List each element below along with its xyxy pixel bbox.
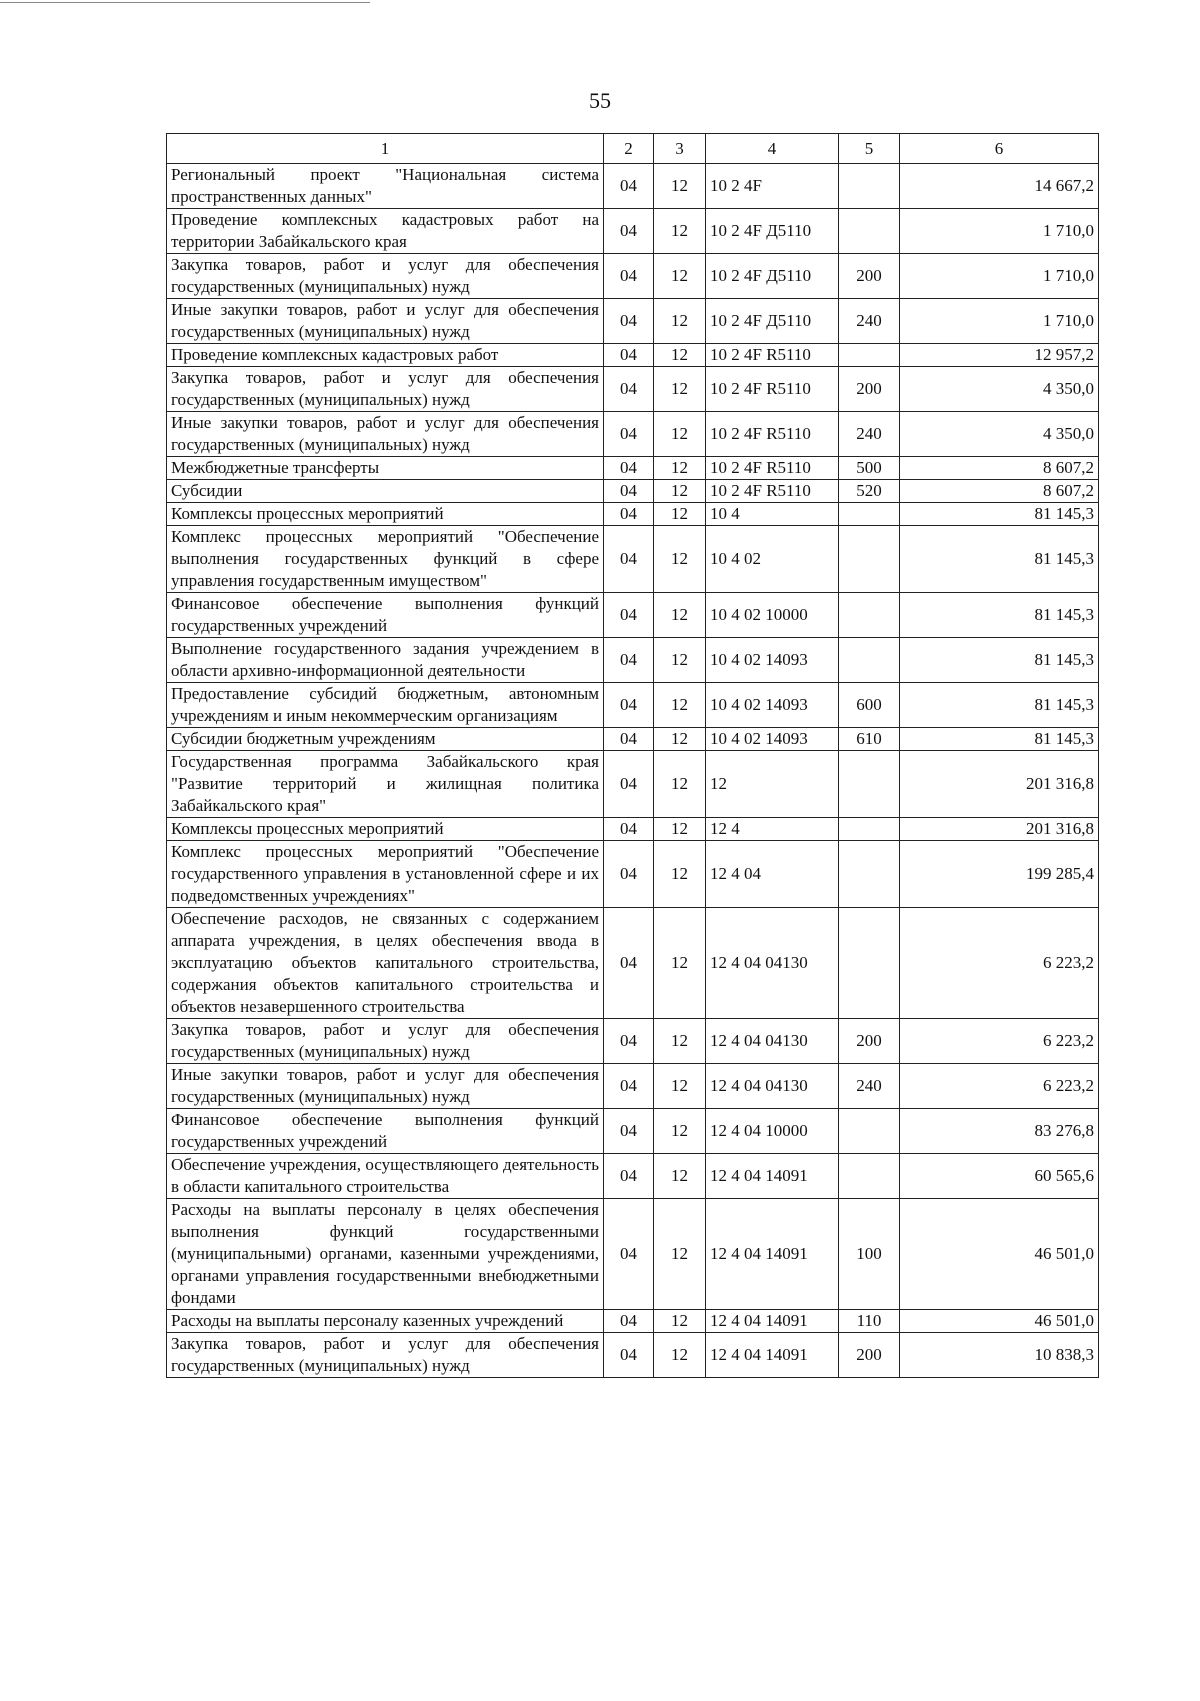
row-name: Финансовое обеспечение выполнения функций государственных учреждений	[167, 593, 604, 638]
table-row	[167, 503, 1099, 526]
row-name: Финансовое обеспечение выполнения функций государственных учреждений	[167, 1109, 604, 1154]
row-code: 12 4 04 04130	[706, 908, 839, 1019]
row-subsection: 12	[654, 209, 706, 254]
row-type: 110	[839, 1310, 900, 1333]
row-section: 04	[604, 344, 654, 367]
row-subsection: 12	[654, 1109, 706, 1154]
row-subsection: 12	[654, 751, 706, 818]
row-code: 10 4	[706, 503, 839, 526]
row-type: 500	[839, 457, 900, 480]
row-sum: 81 145,3	[900, 683, 1099, 728]
table-row	[167, 1199, 1099, 1310]
row-sum: 81 145,3	[900, 638, 1099, 683]
row-name: Региональный проект "Национальная система пространственных данных"	[167, 164, 604, 209]
row-name: Закупка товаров, работ и услуг для обеспечения государственных (муниципальных) нужд	[167, 254, 604, 299]
row-section: 04	[604, 299, 654, 344]
table-row	[167, 1310, 1099, 1333]
row-section: 04	[604, 751, 654, 818]
table-row	[167, 683, 1099, 728]
row-name: Закупка товаров, работ и услуг для обеспечения государственных (муниципальных) нужд	[167, 1019, 604, 1064]
row-sum: 6 223,2	[900, 908, 1099, 1019]
row-sum: 14 667,2	[900, 164, 1099, 209]
row-code: 10 4 02 14093	[706, 728, 839, 751]
header-col-subsection: 3	[654, 134, 706, 164]
row-name: Межбюджетные трансферты	[167, 457, 604, 480]
row-name: Государственная программа Забайкальского края "Развитие территорий и жилищная политика Забайкальского края"	[167, 751, 604, 818]
row-type	[839, 908, 900, 1019]
row-code: 10 2 4F	[706, 164, 839, 209]
row-sum: 199 285,4	[900, 841, 1099, 908]
row-code: 12 4	[706, 818, 839, 841]
row-sum: 10 838,3	[900, 1333, 1099, 1378]
header-col-sum: 6	[900, 134, 1099, 164]
table-row	[167, 480, 1099, 503]
table-row	[167, 209, 1099, 254]
row-section: 04	[604, 1019, 654, 1064]
row-code: 12 4 04 10000	[706, 1109, 839, 1154]
row-code: 10 2 4F Д5110	[706, 254, 839, 299]
row-section: 04	[604, 1109, 654, 1154]
row-code: 10 2 4F R5110	[706, 344, 839, 367]
row-section: 04	[604, 480, 654, 503]
table-row	[167, 164, 1099, 209]
row-code: 12 4 04 04130	[706, 1019, 839, 1064]
row-name: Проведение комплексных кадастровых работ на территории Забайкальского края	[167, 209, 604, 254]
row-name: Предоставление субсидий бюджетным, автономным учреждениям и иным некоммерческим организациям	[167, 683, 604, 728]
row-code: 12 4 04 14091	[706, 1310, 839, 1333]
row-subsection: 12	[654, 1333, 706, 1378]
row-type: 200	[839, 367, 900, 412]
row-name: Комплексы процессных мероприятий	[167, 818, 604, 841]
budget-table	[166, 133, 1099, 1378]
row-sum: 6 223,2	[900, 1019, 1099, 1064]
table-row	[167, 1109, 1099, 1154]
row-name: Закупка товаров, работ и услуг для обеспечения государственных (муниципальных) нужд	[167, 367, 604, 412]
row-subsection: 12	[654, 1310, 706, 1333]
table-row	[167, 728, 1099, 751]
row-section: 04	[604, 209, 654, 254]
row-code: 12 4 04	[706, 841, 839, 908]
row-code: 12 4 04 04130	[706, 1064, 839, 1109]
row-type: 200	[839, 1019, 900, 1064]
row-sum: 6 223,2	[900, 1064, 1099, 1109]
table-row	[167, 1154, 1099, 1199]
header-col-type: 5	[839, 134, 900, 164]
row-section: 04	[604, 1154, 654, 1199]
row-sum: 8 607,2	[900, 480, 1099, 503]
table-row	[167, 344, 1099, 367]
row-sum: 201 316,8	[900, 751, 1099, 818]
table-row	[167, 367, 1099, 412]
row-section: 04	[604, 908, 654, 1019]
row-type: 240	[839, 412, 900, 457]
table-row	[167, 526, 1099, 593]
table-row	[167, 638, 1099, 683]
table-row	[167, 908, 1099, 1019]
row-sum: 46 501,0	[900, 1199, 1099, 1310]
row-sum: 201 316,8	[900, 818, 1099, 841]
top-scan-line	[0, 2, 370, 3]
table-row	[167, 751, 1099, 818]
row-type	[839, 818, 900, 841]
row-sum: 1 710,0	[900, 254, 1099, 299]
row-section: 04	[604, 1333, 654, 1378]
row-code: 10 4 02 14093	[706, 638, 839, 683]
row-subsection: 12	[654, 480, 706, 503]
row-subsection: 12	[654, 818, 706, 841]
table-row	[167, 1064, 1099, 1109]
row-type: 240	[839, 299, 900, 344]
row-subsection: 12	[654, 254, 706, 299]
header-col-code: 4	[706, 134, 839, 164]
row-subsection: 12	[654, 638, 706, 683]
row-subsection: 12	[654, 503, 706, 526]
header-row	[167, 134, 1099, 164]
row-sum: 12 957,2	[900, 344, 1099, 367]
row-subsection: 12	[654, 457, 706, 480]
row-code: 12	[706, 751, 839, 818]
page-number: 55	[589, 88, 611, 113]
row-sum: 60 565,6	[900, 1154, 1099, 1199]
row-subsection: 12	[654, 1019, 706, 1064]
row-type	[839, 841, 900, 908]
table-row	[167, 299, 1099, 344]
row-name: Иные закупки товаров, работ и услуг для обеспечения государственных (муниципальных) нужд	[167, 299, 604, 344]
row-sum: 1 710,0	[900, 209, 1099, 254]
row-section: 04	[604, 841, 654, 908]
row-name: Комплексы процессных мероприятий	[167, 503, 604, 526]
row-sum: 1 710,0	[900, 299, 1099, 344]
row-subsection: 12	[654, 1199, 706, 1310]
row-type	[839, 209, 900, 254]
table-row	[167, 818, 1099, 841]
row-name: Выполнение государственного задания учреждением в области архивно-информационной деятельности	[167, 638, 604, 683]
row-code: 10 2 4F R5110	[706, 367, 839, 412]
row-section: 04	[604, 683, 654, 728]
row-sum: 46 501,0	[900, 1310, 1099, 1333]
row-subsection: 12	[654, 908, 706, 1019]
row-code: 10 2 4F R5110	[706, 457, 839, 480]
row-subsection: 12	[654, 412, 706, 457]
row-code: 10 4 02 10000	[706, 593, 839, 638]
row-code: 10 4 02 14093	[706, 683, 839, 728]
row-name: Комплекс процессных мероприятий "Обеспечение выполнения государственных функций в сфере управления государственным имуществом"	[167, 526, 604, 593]
row-code: 12 4 04 14091	[706, 1199, 839, 1310]
row-type	[839, 526, 900, 593]
row-name: Расходы на выплаты персоналу казенных учреждений	[167, 1310, 604, 1333]
row-subsection: 12	[654, 526, 706, 593]
row-name: Иные закупки товаров, работ и услуг для обеспечения государственных (муниципальных) нужд	[167, 412, 604, 457]
row-sum: 4 350,0	[900, 412, 1099, 457]
row-section: 04	[604, 1064, 654, 1109]
row-section: 04	[604, 818, 654, 841]
row-subsection: 12	[654, 299, 706, 344]
table-row	[167, 457, 1099, 480]
row-section: 04	[604, 367, 654, 412]
row-sum: 81 145,3	[900, 728, 1099, 751]
header-col-section: 2	[604, 134, 654, 164]
row-section: 04	[604, 254, 654, 299]
row-type	[839, 1154, 900, 1199]
row-section: 04	[604, 1310, 654, 1333]
row-name: Проведение комплексных кадастровых работ	[167, 344, 604, 367]
row-type	[839, 593, 900, 638]
row-code: 10 2 4F Д5110	[706, 209, 839, 254]
row-section: 04	[604, 503, 654, 526]
row-type	[839, 1109, 900, 1154]
table-row	[167, 412, 1099, 457]
row-code: 10 2 4F Д5110	[706, 299, 839, 344]
row-code: 10 2 4F R5110	[706, 480, 839, 503]
row-type: 600	[839, 683, 900, 728]
row-type: 520	[839, 480, 900, 503]
row-section: 04	[604, 457, 654, 480]
row-subsection: 12	[654, 593, 706, 638]
row-section: 04	[604, 593, 654, 638]
row-name: Комплекс процессных мероприятий "Обеспечение государственного управления в установленной сфере и их подведомственных учреждениях"	[167, 841, 604, 908]
header-col-name: 1	[167, 134, 604, 164]
row-subsection: 12	[654, 164, 706, 209]
row-code: 10 2 4F R5110	[706, 412, 839, 457]
table-row	[167, 841, 1099, 908]
row-sum: 4 350,0	[900, 367, 1099, 412]
table-row	[167, 254, 1099, 299]
row-subsection: 12	[654, 841, 706, 908]
row-subsection: 12	[654, 1154, 706, 1199]
row-sum: 83 276,8	[900, 1109, 1099, 1154]
row-section: 04	[604, 412, 654, 457]
row-section: 04	[604, 728, 654, 751]
row-name: Закупка товаров, работ и услуг для обеспечения государственных (муниципальных) нужд	[167, 1333, 604, 1378]
row-type	[839, 638, 900, 683]
row-section: 04	[604, 1199, 654, 1310]
row-subsection: 12	[654, 344, 706, 367]
row-code: 12 4 04 14091	[706, 1154, 839, 1199]
row-type: 200	[839, 1333, 900, 1378]
row-type: 100	[839, 1199, 900, 1310]
row-type	[839, 751, 900, 818]
row-section: 04	[604, 638, 654, 683]
row-subsection: 12	[654, 728, 706, 751]
row-sum: 8 607,2	[900, 457, 1099, 480]
row-sum: 81 145,3	[900, 503, 1099, 526]
row-type: 610	[839, 728, 900, 751]
row-code: 12 4 04 14091	[706, 1333, 839, 1378]
row-name: Расходы на выплаты персоналу в целях обеспечения выполнения функций государственными (муниципальными) органами, казенными учреждениями, органами управления государственными внебюджетными фондами	[167, 1199, 604, 1310]
table-row	[167, 1019, 1099, 1064]
row-subsection: 12	[654, 683, 706, 728]
row-sum: 81 145,3	[900, 526, 1099, 593]
table-row	[167, 1333, 1099, 1378]
table-row	[167, 593, 1099, 638]
row-type: 240	[839, 1064, 900, 1109]
row-section: 04	[604, 164, 654, 209]
row-type	[839, 503, 900, 526]
row-type	[839, 344, 900, 367]
row-type	[839, 164, 900, 209]
row-subsection: 12	[654, 367, 706, 412]
row-subsection: 12	[654, 1064, 706, 1109]
row-code: 10 4 02	[706, 526, 839, 593]
row-name: Обеспечение расходов, не связанных с содержанием аппарата учреждения, в целях обеспечения ввода в эксплуатацию объектов капитального строительства, содержания объектов капитального строительства и объектов незавершенного строительства	[167, 908, 604, 1019]
row-sum: 81 145,3	[900, 593, 1099, 638]
row-name: Обеспечение учреждения, осуществляющего деятельность в области капитального строительства	[167, 1154, 604, 1199]
row-name: Субсидии бюджетным учреждениям	[167, 728, 604, 751]
row-name: Субсидии	[167, 480, 604, 503]
row-name: Иные закупки товаров, работ и услуг для обеспечения государственных (муниципальных) нужд	[167, 1064, 604, 1109]
row-section: 04	[604, 526, 654, 593]
row-type: 200	[839, 254, 900, 299]
